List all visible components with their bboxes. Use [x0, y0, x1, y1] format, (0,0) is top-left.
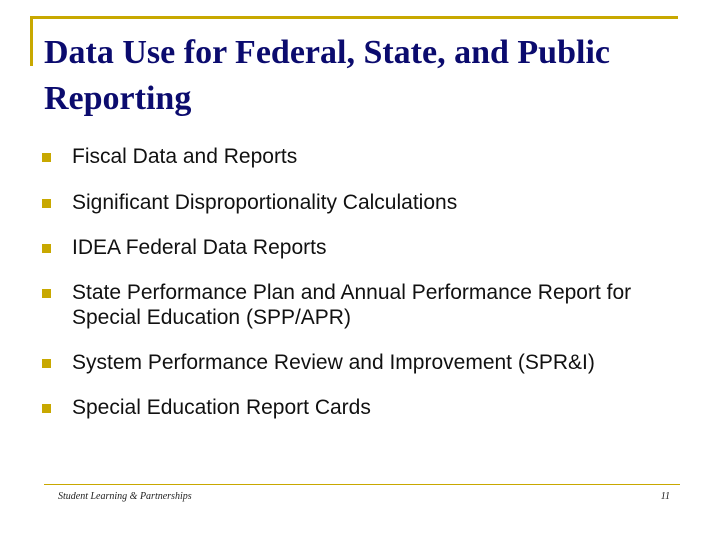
bullet-text: System Performance Review and Improvement (SPR&I) — [72, 351, 595, 374]
bullet-text: IDEA Federal Data Reports — [72, 236, 327, 259]
square-bullet-icon — [42, 289, 51, 298]
square-bullet-icon — [42, 153, 51, 162]
bullet-text: Special Education Report Cards — [72, 396, 371, 419]
bullet-text: Fiscal Data and Reports — [72, 145, 298, 168]
bullet-item-report-cards — [40, 395, 700, 420]
square-bullet-icon — [42, 244, 51, 253]
title-frame-top-rule — [30, 16, 678, 19]
slide-title: Data Use for Federal, State, and Public Reporting — [44, 34, 610, 117]
footer-divider — [44, 484, 680, 485]
bullet-item-idea-federal-reports — [40, 235, 700, 260]
bullet-text: State Performance Plan and Annual Performance Report for Special Education (SPP/APR) — [72, 281, 632, 329]
square-bullet-icon — [42, 359, 51, 368]
square-bullet-icon — [42, 404, 51, 413]
bullet-item-spr-i — [40, 350, 700, 375]
bullet-text: Significant Disproportionality Calculations — [72, 191, 458, 214]
bullet-list — [40, 144, 700, 440]
square-bullet-icon — [42, 199, 51, 208]
title-frame-left-rule — [30, 16, 33, 66]
footer-organization: Student Learning & Partnerships — [58, 491, 192, 502]
page-number: 11 — [660, 491, 670, 502]
bullet-item-spp-apr — [40, 280, 700, 330]
bullet-item-fiscal-data — [40, 144, 700, 169]
bullet-item-significant-disproportionality — [40, 190, 700, 215]
